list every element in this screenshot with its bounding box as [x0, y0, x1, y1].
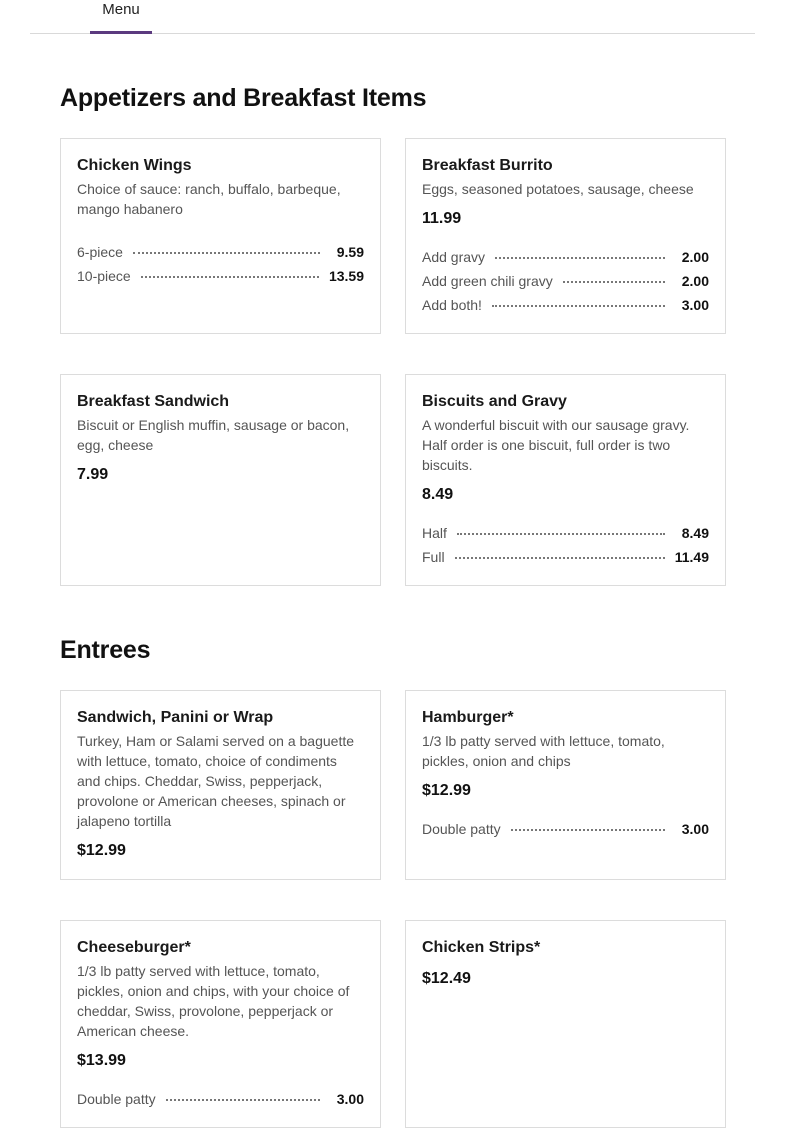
option-row: [77, 240, 364, 264]
menu-item-card: [405, 138, 726, 334]
menu-item-card: [405, 374, 726, 586]
tab-menu-label: Menu: [102, 1, 140, 18]
menu-item-description: 1/3 lb patty served with lettuce, tomato, pickles, onion and chips, with your choice of cheddar, Swiss, provolone, pepperjack or American cheese.: [77, 963, 350, 1039]
option-row: [77, 264, 364, 288]
option-label: Add green chili gravy: [422, 273, 553, 289]
leader-dots: [133, 252, 320, 254]
menu-item-title: Breakfast Sandwich: [77, 393, 230, 410]
menu-item-title: Hamburger*: [422, 709, 514, 726]
leader-dots: [563, 281, 665, 283]
option-price: 3.00: [681, 297, 709, 313]
menu-item-price: 8.49: [422, 486, 454, 503]
option-label: 6-piece: [77, 244, 123, 260]
menu-item-price: 11.99: [422, 210, 462, 227]
leader-dots: [511, 829, 665, 831]
menu-item-card: [60, 690, 381, 880]
option-row: [422, 293, 709, 317]
menu-item-price: $12.99: [77, 842, 126, 859]
menu-item-card: [60, 138, 381, 334]
section-title-entrees: Entrees: [60, 636, 151, 664]
menu-item-description: Eggs, seasoned potatoes, sausage, cheese: [422, 181, 694, 197]
option-label: Add both!: [422, 297, 482, 313]
option-price: 2.00: [681, 273, 709, 289]
option-row: [422, 269, 709, 293]
option-price: 2.00: [681, 249, 709, 265]
menu-item-title: Sandwich, Panini or Wrap: [77, 709, 274, 726]
menu-item-options: [422, 245, 709, 317]
menu-item-card: [405, 920, 726, 1128]
option-price: 8.49: [681, 525, 709, 541]
leader-dots: [492, 305, 665, 307]
option-label: Add gravy: [422, 249, 486, 265]
menu-item-card: [405, 690, 726, 880]
option-row: [422, 817, 709, 841]
option-price: 3.00: [681, 821, 709, 837]
option-price: 11.49: [674, 549, 709, 565]
leader-dots: [166, 1099, 320, 1101]
menu-item-options: [77, 1087, 364, 1111]
menu-item-title: Cheeseburger*: [77, 939, 191, 956]
active-tab-indicator: [90, 31, 152, 34]
leader-dots: [455, 557, 665, 559]
menu-item-title: Breakfast Burrito: [422, 157, 553, 174]
option-price: 9.59: [336, 244, 364, 260]
option-label: Half: [422, 525, 447, 541]
menu-item-card: [60, 920, 381, 1128]
menu-item-price: $12.49: [422, 970, 471, 987]
option-label: Double patty: [422, 821, 501, 837]
top-nav: [30, 0, 755, 34]
section-title-appetizers: Appetizers and Breakfast Items: [60, 84, 427, 112]
menu-item-description: A wonderful biscuit with our sausage gravy. Half order is one biscuit, full order is two biscuits.: [422, 417, 690, 473]
menu-item-description: Turkey, Ham or Salami served on a baguette with lettuce, tomato, choice of condiments and chips. Cheddar, Swiss, pepperjack, provolone or American cheeses, spinach or jalapeno tortilla: [77, 733, 355, 829]
menu-item-price: $12.99: [422, 782, 471, 799]
tab-menu[interactable]: [90, 0, 152, 33]
option-price: 3.00: [336, 1091, 364, 1107]
menu-item-title: Chicken Strips*: [422, 939, 541, 956]
menu-item-options: [77, 240, 364, 288]
menu-item-options: [422, 817, 709, 841]
leader-dots: [457, 533, 665, 535]
menu-item-price: 7.99: [77, 466, 109, 483]
option-label: 10-piece: [77, 268, 131, 284]
option-label: Full: [422, 549, 445, 565]
leader-dots: [495, 257, 665, 259]
menu-item-description: Choice of sauce: ranch, buffalo, barbeque, mango habanero: [77, 181, 341, 217]
menu-item-title: Chicken Wings: [77, 157, 192, 174]
menu-item-description: Biscuit or English muffin, sausage or bacon, egg, cheese: [77, 417, 350, 453]
option-row: [422, 521, 709, 545]
menu-item-title: Biscuits and Gravy: [422, 393, 567, 410]
menu-item-description: 1/3 lb patty served with lettuce, tomato, pickles, onion and chips: [422, 733, 665, 769]
option-row: [422, 245, 709, 269]
option-row: [422, 545, 709, 569]
menu-item-card: [60, 374, 381, 586]
leader-dots: [141, 276, 319, 278]
menu-item-options: [422, 521, 709, 569]
option-label: Double patty: [77, 1091, 156, 1107]
option-row: [77, 1087, 364, 1111]
menu-item-price: $13.99: [77, 1052, 126, 1069]
option-price: 13.59: [328, 268, 364, 284]
